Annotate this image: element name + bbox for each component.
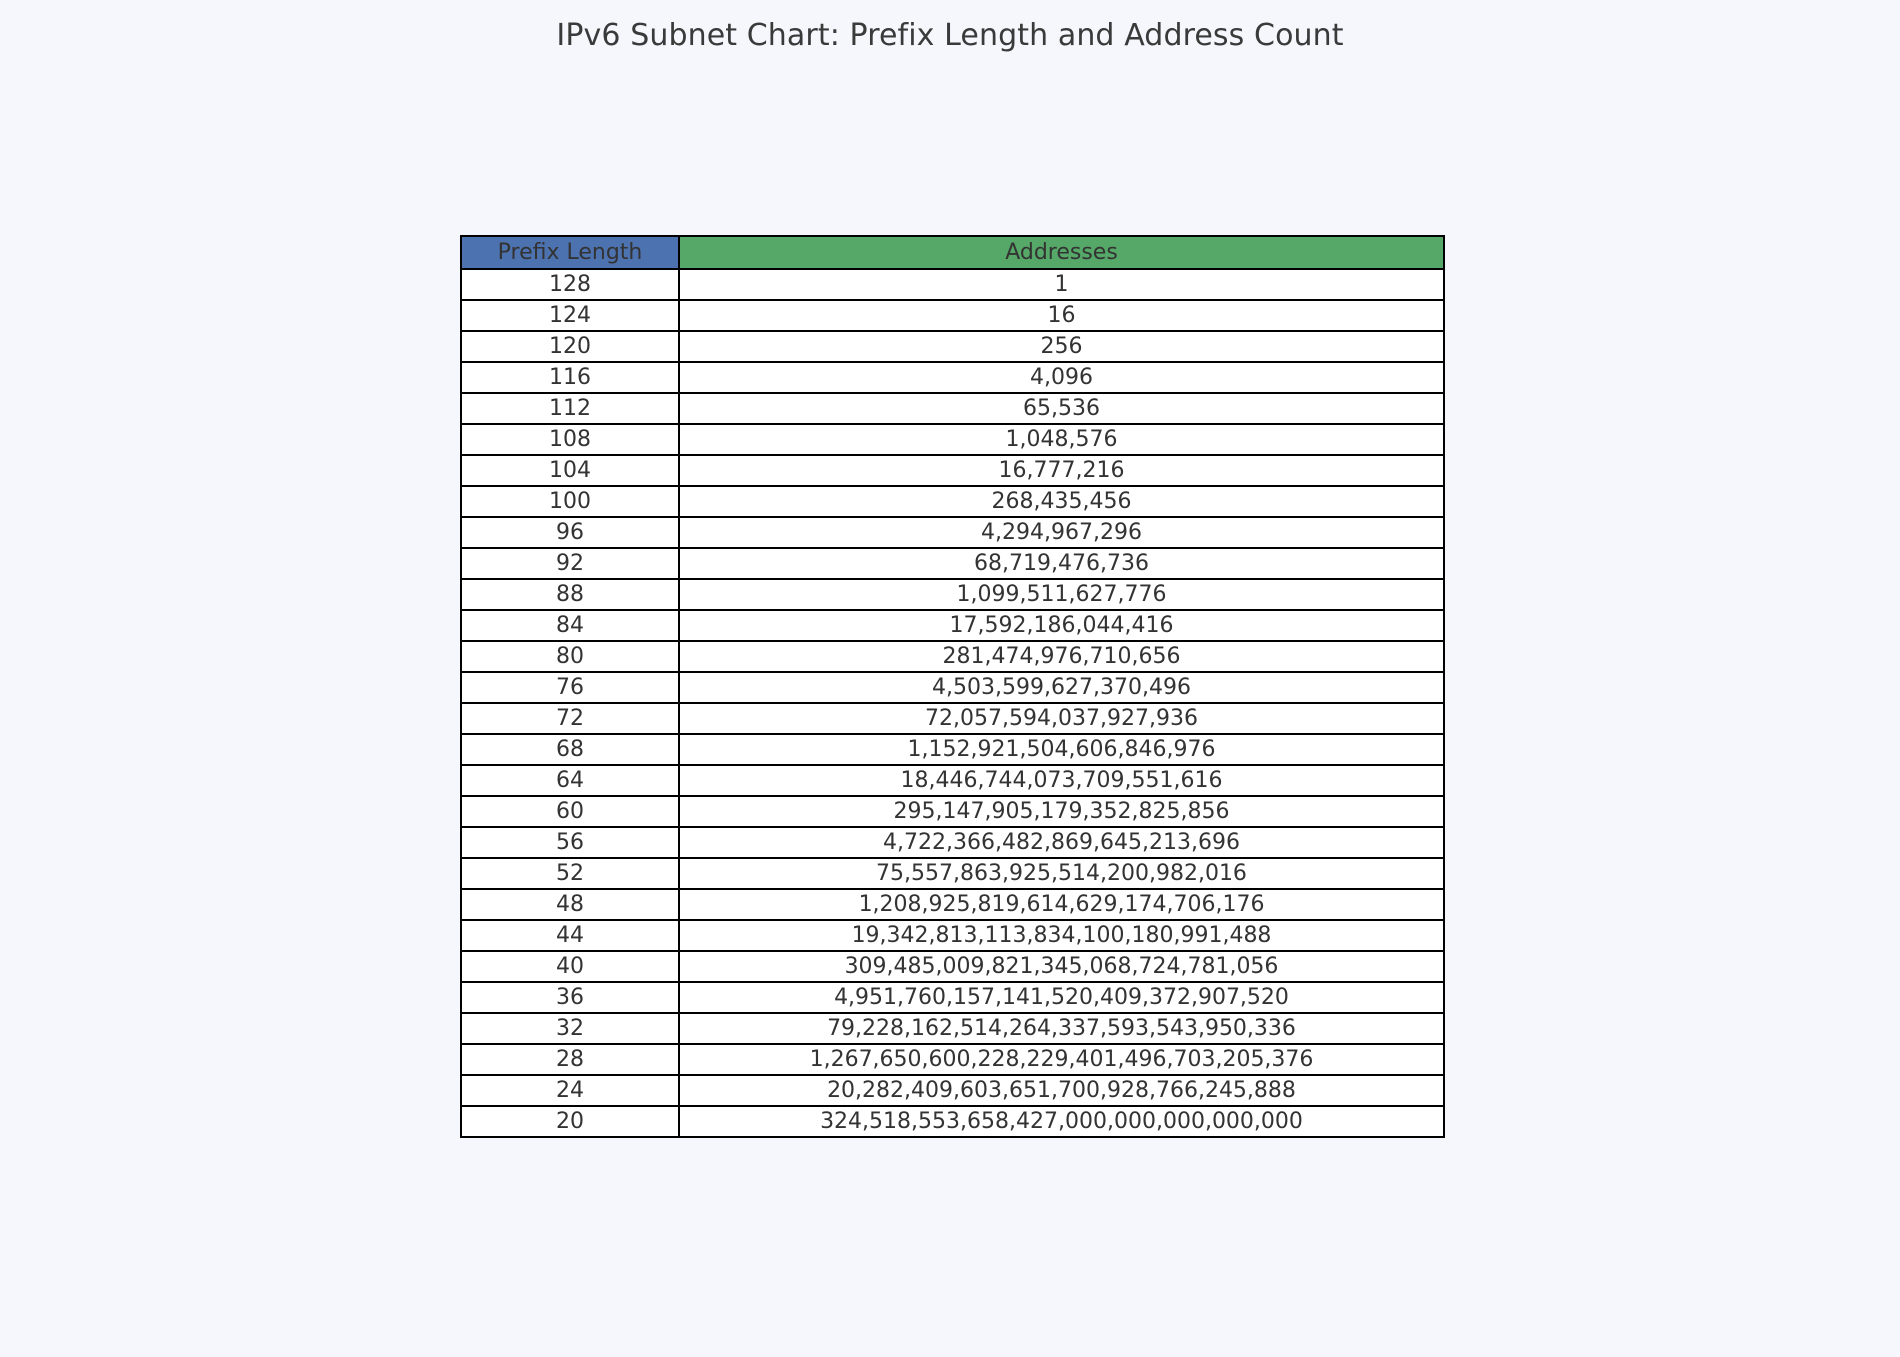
cell-prefix-length: 84 bbox=[461, 610, 679, 641]
cell-addresses: 309,485,009,821,345,068,724,781,056 bbox=[679, 951, 1444, 982]
cell-prefix-length: 40 bbox=[461, 951, 679, 982]
cell-addresses: 72,057,594,037,927,936 bbox=[679, 703, 1444, 734]
table-row bbox=[461, 517, 1444, 548]
cell-prefix-length: 92 bbox=[461, 548, 679, 579]
table-row bbox=[461, 951, 1444, 982]
cell-addresses: 19,342,813,113,834,100,180,991,488 bbox=[679, 920, 1444, 951]
cell-addresses: 16 bbox=[679, 300, 1444, 331]
table-row bbox=[461, 610, 1444, 641]
table-row bbox=[461, 920, 1444, 951]
cell-addresses: 68,719,476,736 bbox=[679, 548, 1444, 579]
cell-addresses: 4,722,366,482,869,645,213,696 bbox=[679, 827, 1444, 858]
cell-prefix-length: 36 bbox=[461, 982, 679, 1013]
cell-prefix-length: 48 bbox=[461, 889, 679, 920]
table-row bbox=[461, 393, 1444, 424]
cell-prefix-length: 116 bbox=[461, 362, 679, 393]
cell-addresses: 324,518,553,658,427,000,000,000,000,000 bbox=[679, 1106, 1444, 1137]
table-row bbox=[461, 486, 1444, 517]
cell-prefix-length: 72 bbox=[461, 703, 679, 734]
cell-prefix-length: 80 bbox=[461, 641, 679, 672]
cell-prefix-length: 44 bbox=[461, 920, 679, 951]
table-row bbox=[461, 858, 1444, 889]
cell-addresses: 1,152,921,504,606,846,976 bbox=[679, 734, 1444, 765]
table-row bbox=[461, 300, 1444, 331]
cell-addresses: 1 bbox=[679, 269, 1444, 300]
cell-addresses: 65,536 bbox=[679, 393, 1444, 424]
cell-prefix-length: 100 bbox=[461, 486, 679, 517]
column-header-prefix-length: Prefix Length bbox=[461, 236, 679, 269]
cell-prefix-length: 24 bbox=[461, 1075, 679, 1106]
cell-addresses: 18,446,744,073,709,551,616 bbox=[679, 765, 1444, 796]
table-row bbox=[461, 455, 1444, 486]
cell-prefix-length: 28 bbox=[461, 1044, 679, 1075]
table-row bbox=[461, 982, 1444, 1013]
cell-prefix-length: 88 bbox=[461, 579, 679, 610]
cell-prefix-length: 112 bbox=[461, 393, 679, 424]
table-row bbox=[461, 672, 1444, 703]
table-row bbox=[461, 362, 1444, 393]
cell-prefix-length: 32 bbox=[461, 1013, 679, 1044]
page-title: IPv6 Subnet Chart: Prefix Length and Address Count bbox=[556, 18, 1344, 53]
table-body bbox=[461, 269, 1444, 1137]
table-row bbox=[461, 1075, 1444, 1106]
cell-prefix-length: 124 bbox=[461, 300, 679, 331]
table-row bbox=[461, 1044, 1444, 1075]
table-row bbox=[461, 424, 1444, 455]
table-row bbox=[461, 641, 1444, 672]
cell-prefix-length: 20 bbox=[461, 1106, 679, 1137]
cell-prefix-length: 68 bbox=[461, 734, 679, 765]
cell-prefix-length: 128 bbox=[461, 269, 679, 300]
table-row bbox=[461, 703, 1444, 734]
cell-prefix-length: 56 bbox=[461, 827, 679, 858]
cell-addresses: 20,282,409,603,651,700,928,766,245,888 bbox=[679, 1075, 1444, 1106]
cell-prefix-length: 60 bbox=[461, 796, 679, 827]
cell-addresses: 17,592,186,044,416 bbox=[679, 610, 1444, 641]
cell-prefix-length: 108 bbox=[461, 424, 679, 455]
cell-addresses: 1,267,650,600,228,229,401,496,703,205,376 bbox=[679, 1044, 1444, 1075]
ipv6-subnet-table bbox=[460, 235, 1445, 1138]
table-row bbox=[461, 765, 1444, 796]
table-row bbox=[461, 1106, 1444, 1137]
table-row bbox=[461, 1013, 1444, 1044]
table-header bbox=[461, 236, 1444, 269]
table-row bbox=[461, 734, 1444, 765]
cell-addresses: 295,147,905,179,352,825,856 bbox=[679, 796, 1444, 827]
cell-prefix-length: 76 bbox=[461, 672, 679, 703]
cell-addresses: 16,777,216 bbox=[679, 455, 1444, 486]
cell-prefix-length: 120 bbox=[461, 331, 679, 362]
cell-addresses: 256 bbox=[679, 331, 1444, 362]
cell-prefix-length: 104 bbox=[461, 455, 679, 486]
cell-addresses: 281,474,976,710,656 bbox=[679, 641, 1444, 672]
cell-addresses: 268,435,456 bbox=[679, 486, 1444, 517]
cell-addresses: 4,294,967,296 bbox=[679, 517, 1444, 548]
table-row bbox=[461, 889, 1444, 920]
cell-addresses: 1,208,925,819,614,629,174,706,176 bbox=[679, 889, 1444, 920]
cell-addresses: 79,228,162,514,264,337,593,543,950,336 bbox=[679, 1013, 1444, 1044]
table-row bbox=[461, 269, 1444, 300]
cell-prefix-length: 64 bbox=[461, 765, 679, 796]
table-row bbox=[461, 548, 1444, 579]
cell-prefix-length: 96 bbox=[461, 517, 679, 548]
column-header-addresses: Addresses bbox=[679, 236, 1444, 269]
table-row bbox=[461, 796, 1444, 827]
cell-addresses: 4,951,760,157,141,520,409,372,907,520 bbox=[679, 982, 1444, 1013]
table-row bbox=[461, 827, 1444, 858]
cell-addresses: 75,557,863,925,514,200,982,016 bbox=[679, 858, 1444, 889]
cell-addresses: 4,096 bbox=[679, 362, 1444, 393]
subnet-table-container bbox=[460, 235, 1443, 1138]
table-row bbox=[461, 331, 1444, 362]
cell-addresses: 1,048,576 bbox=[679, 424, 1444, 455]
table-row bbox=[461, 579, 1444, 610]
cell-addresses: 4,503,599,627,370,496 bbox=[679, 672, 1444, 703]
table-header-row bbox=[461, 236, 1444, 269]
cell-prefix-length: 52 bbox=[461, 858, 679, 889]
cell-addresses: 1,099,511,627,776 bbox=[679, 579, 1444, 610]
